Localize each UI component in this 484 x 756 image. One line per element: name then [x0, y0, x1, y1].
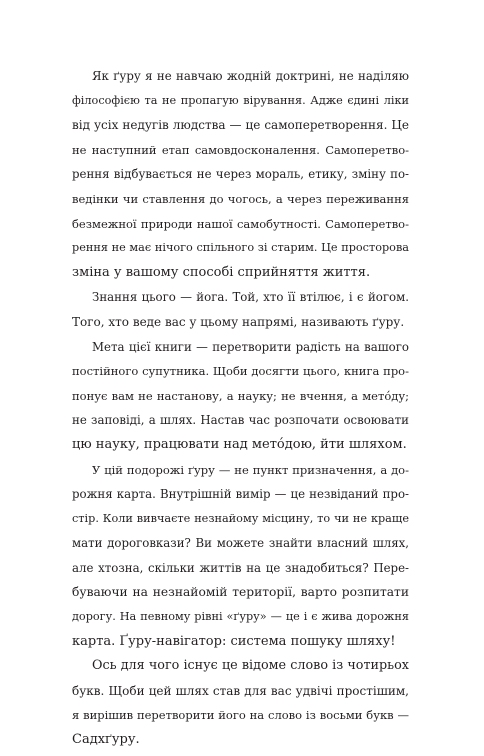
- paragraph-4-line-7: дорогу. На певному рівні «ґуру» — це і є жива дорожня: [72, 610, 409, 624]
- paragraph-2-line-2: Того, хто веде вас у цьому напрямі, називають ґуру.: [72, 314, 405, 329]
- paragraph-1-line-2: філософією та не пропагую вірування. Адже єдині ліки: [72, 93, 409, 107]
- paragraph-3-line-5: цю науку, працювати над метóдою, йти шляхом.: [72, 436, 407, 452]
- paragraph-4-line-6: буваючи на незнайомій території, варто розпитати: [72, 585, 409, 600]
- paragraph-1-line-4: не наступний етап самовдосконалення. Самоперетво-: [72, 142, 409, 157]
- paragraph-1-line-8: рення не має нічого спільного зі старим. Це просторова: [72, 241, 409, 255]
- paragraph-4-line-3: стір. Коли вивчаєте незнайому місцину, то чи не краще: [72, 511, 409, 525]
- paragraph-4-line-4: мати дороговкази? Ви можете знайти власний шлях,: [72, 536, 409, 551]
- paragraph-5-line-1: Ось для чого існує це відоме слово із чотирьох: [92, 658, 409, 674]
- paragraph-4-line-1: У цій подорожі ґуру — не пункт призначення, а до-: [92, 462, 409, 477]
- paragraph-5-line-3: я вирішив перетворити його на слово із восьми букв —: [72, 708, 409, 723]
- paragraph-3-line-1: Мета цієї книги — перетворити радість на вашого: [92, 339, 409, 354]
- body-text: [72, 64, 409, 753]
- paragraph-1-line-7: безмежної природи нашої самобутності. Самоперетво-: [72, 216, 409, 231]
- paragraph-1-line-5: рення відбувається не через мораль, етику, зміну по-: [72, 167, 409, 182]
- paragraph-1-line-1: Як ґуру я не навчаю жодній доктрині, не наділяю: [92, 69, 409, 83]
- paragraph-1-line-9: зміна у вашому способі сприйняття життя.: [72, 264, 371, 280]
- paragraph-3-line-2: постійного супутника. Щоби досягти цього, книга про-: [72, 364, 409, 379]
- paragraph-3-line-4: не заповіді, а шлях. Настав час розпочати освоювати: [72, 413, 409, 428]
- paragraph-1-line-3: від усіх недугів людства — це самоперетворення. Це: [72, 118, 409, 133]
- paragraph-5-line-4: Садхґуру.: [72, 732, 140, 748]
- paragraph-5-line-2: букв. Щоби цей шлях став для вас удвічі простішим,: [72, 683, 409, 698]
- paragraph-4-line-8: карта. Ґуру-навігатор: система пошуку шляху!: [72, 633, 396, 649]
- paragraph-4-line-5: але хтозна, скільки життів на це знадобиться? Пере-: [72, 560, 409, 575]
- paragraph-3-line-3: понує вам не настанову, а науку; не вчення, а метóду;: [72, 388, 409, 403]
- paragraph-1-line-6: ведінки чи ставлення до чогось, а через переживання: [72, 191, 409, 206]
- paragraph-2-line-1: Знання цього — йога. Той, хто її втілює, і є йогом.: [92, 290, 409, 305]
- paragraph-4-line-2: рожня карта. Внутрішній вимір — це незвіданий про-: [72, 487, 409, 502]
